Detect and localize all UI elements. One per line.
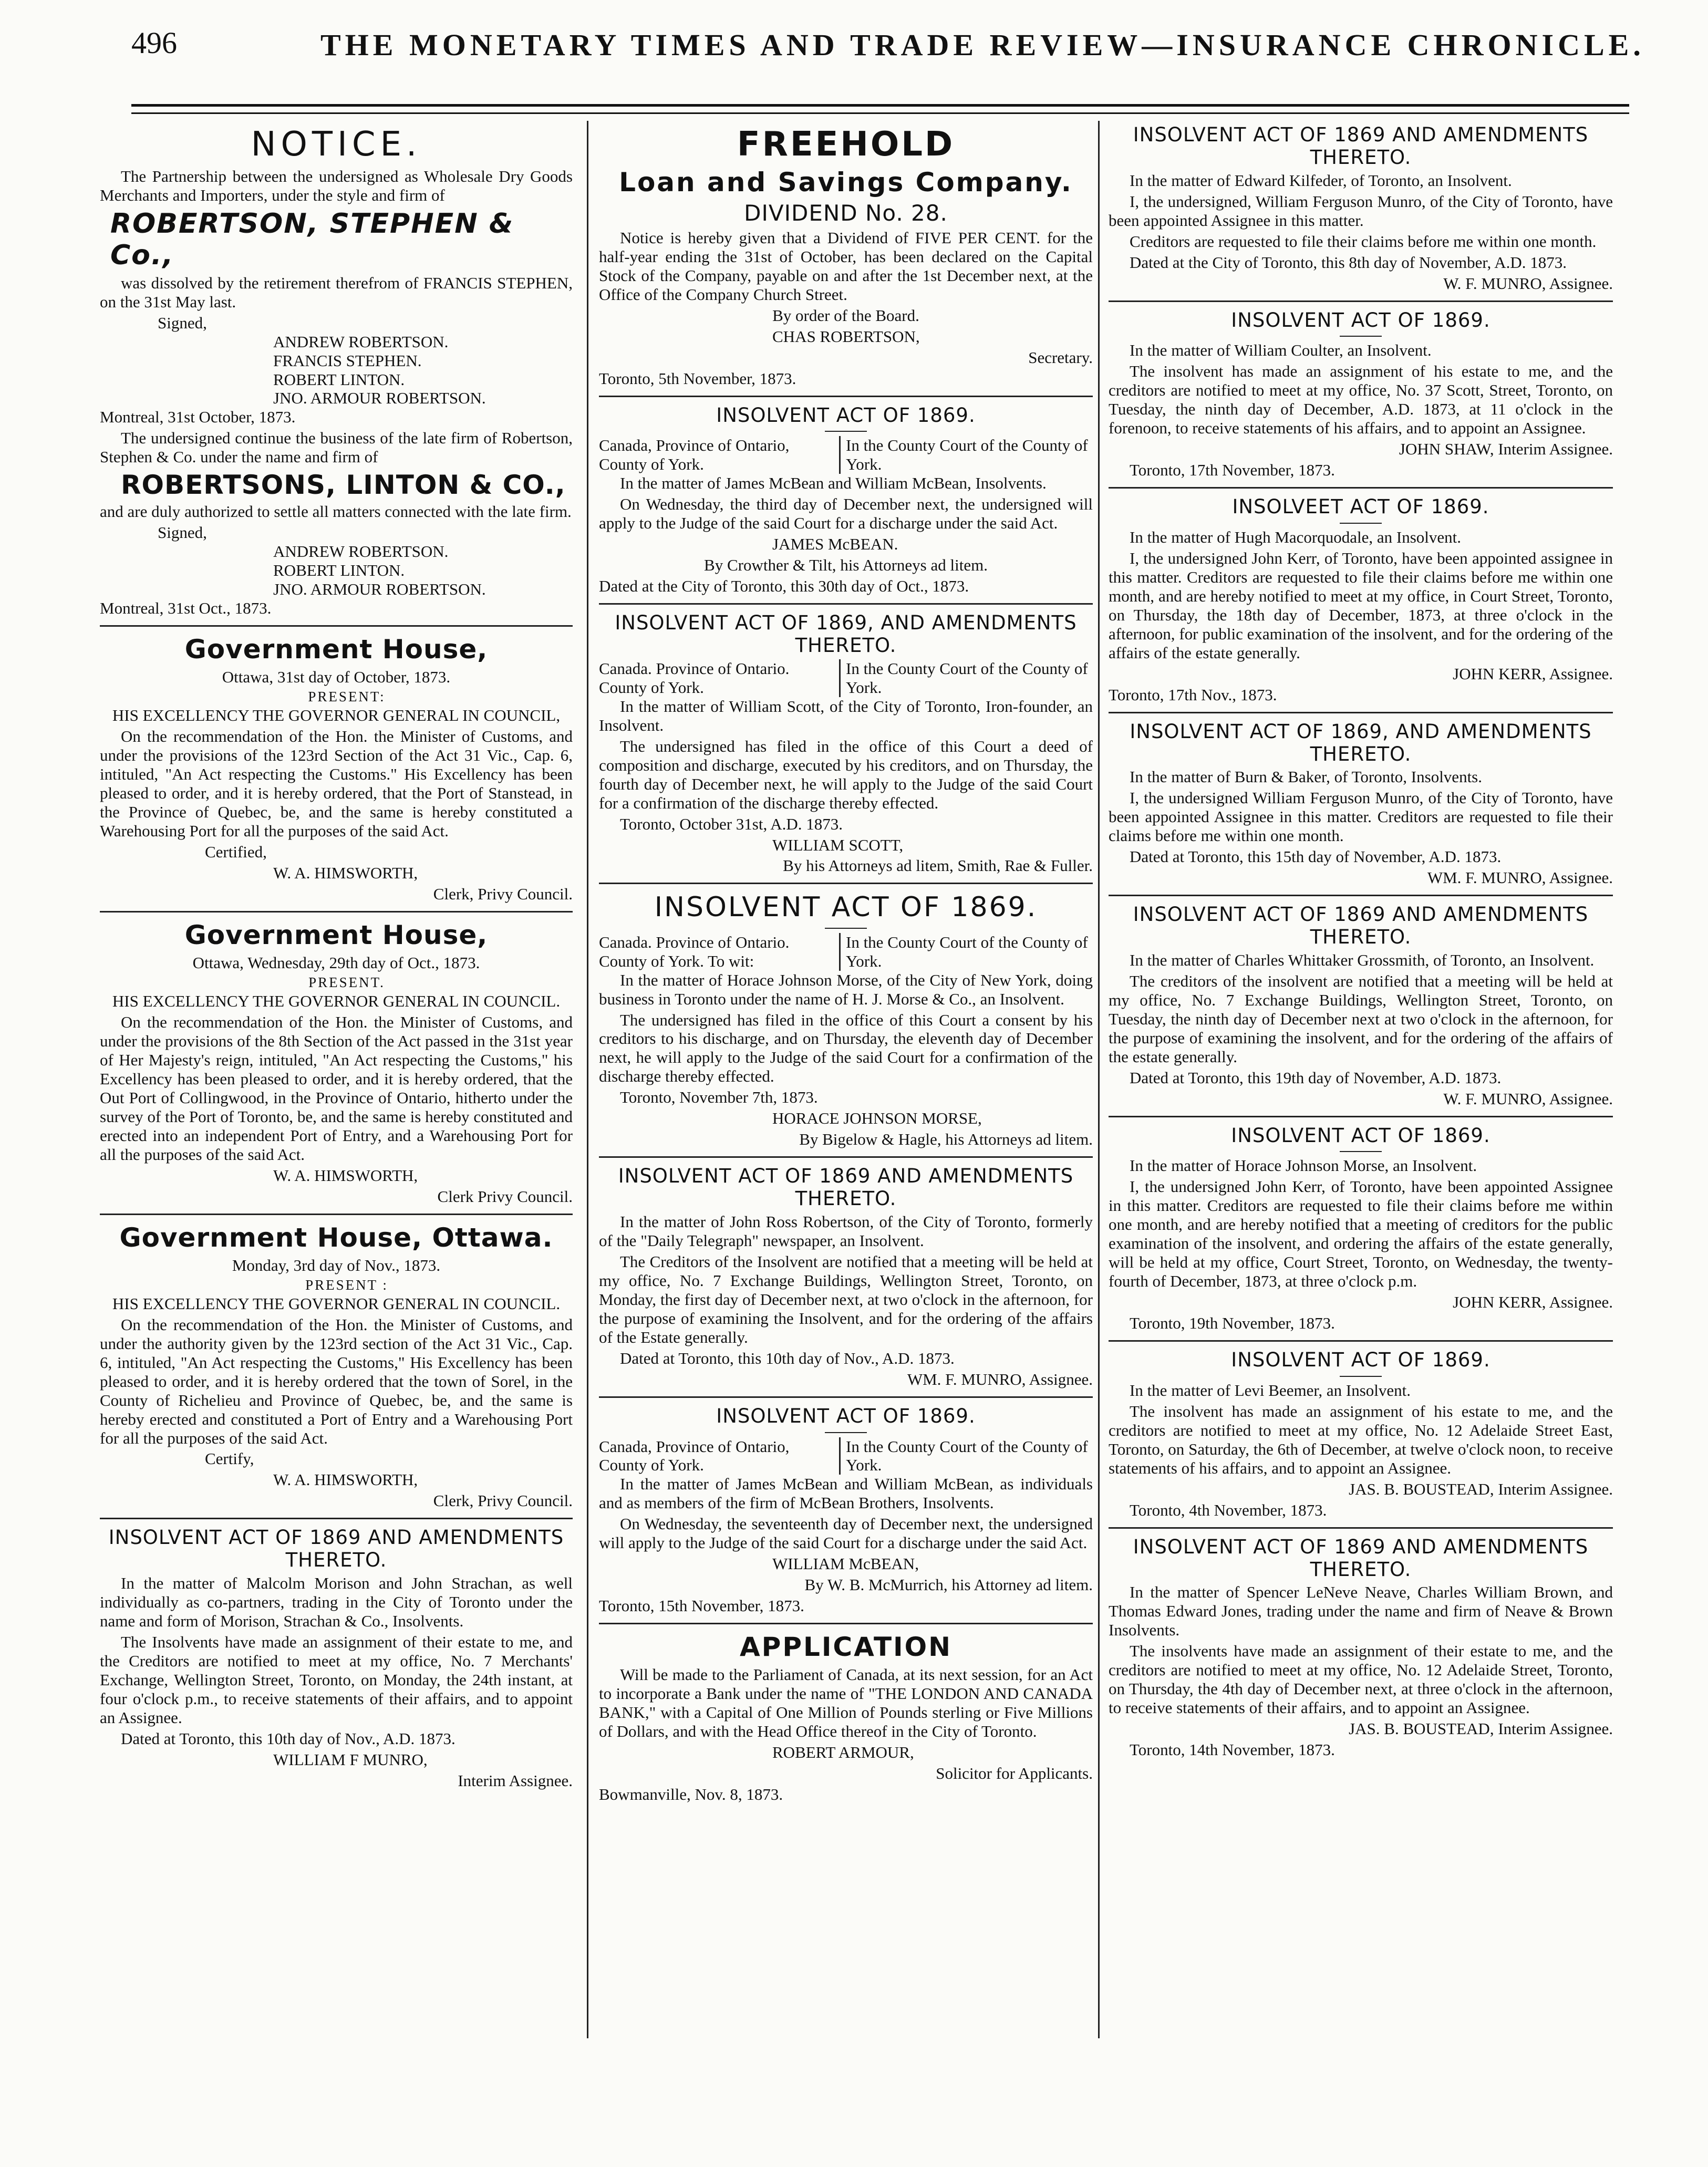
insolvent-signer: JAS. B. BOUSTEAD, Interim Assignee. xyxy=(1349,1719,1613,1738)
insolvent-notice xyxy=(1109,721,1613,897)
insolvent-date: Toronto, October 31st, A.D. 1873. xyxy=(620,814,843,833)
insolvent-notice xyxy=(1109,1125,1613,1342)
insolvent-body-2: Creditors are requested to file their claims before me within one month. xyxy=(1130,232,1597,251)
insolvent-title: INSOLVENT ACT OF 1869, AND AMENDMENTS THERETO. xyxy=(1130,720,1592,765)
government-house-notice xyxy=(100,920,573,1215)
freehold-body: Notice is hereby given that a Dividend of FIVE PER CENT. for the half-year ending the 31st of October, has been declared on the Capital Stock of the Company, payable on and after the 1st December next, at the Office of the Company Church Street. xyxy=(599,228,1093,304)
title-dash xyxy=(825,431,867,432)
gov-signer: W. A. HIMSWORTH, xyxy=(273,863,418,882)
court-heading: Canada, Province of Ontario, County of York. In the County Court of the County of York. xyxy=(599,1437,1093,1475)
gov-his: HIS EXCELLENCY THE GOVERNOR GENERAL IN COUNCIL. xyxy=(112,992,561,1011)
insolvent-body: The Creditors of the Insolvent are notified that a meeting will be held at my office, No. 7 Exchange Buildings, Wellington Street, Toronto, on Monday, the first day of December next, at two o'clock in the afternoon, for the purpose of examining the Insolvent, and for the ordering of the affairs of the Estate generally. xyxy=(599,1252,1093,1346)
title-dash xyxy=(825,1432,867,1433)
insolvent-attorney: By Crowther & Tilt, his Attorneys ad litem. xyxy=(704,556,988,575)
page-number: 496 xyxy=(131,26,177,60)
insolvent-notice xyxy=(599,1405,1093,1624)
insolvent-matter: In the matter of John Ross Robertson, of the City of Toronto, formerly of the "Daily Telegraph" newspaper, an Insolvent. xyxy=(599,1212,1093,1250)
gov-title: Government House, xyxy=(184,634,488,665)
court-heading: Canada, Province of Ontario, County of York. In the County Court of the County of York. xyxy=(599,436,1093,474)
insolvent-signer: W. F. MUNRO, Assignee. xyxy=(1443,274,1613,293)
notice-partnership xyxy=(100,125,573,627)
gov-present: PRESENT. xyxy=(308,974,385,990)
insolvent-body: The undersigned has filed in the office of this Court a consent by his creditors to his discharge, and on Thursday, the eleventh day of December next, he will apply to the Judge of the said Court for a confirmation of the discharge thereby effected. xyxy=(599,1010,1093,1086)
insolvent-body: I, the undersigned, William Ferguson Munro, of the City of Toronto, have been appointed Assignee in this matter. xyxy=(1109,192,1613,230)
insolvent-notice xyxy=(1109,124,1613,302)
insolvent-date: Dated at Toronto, this 10th day of Nov., A.D. 1873. xyxy=(121,1729,456,1748)
insolvent-notice xyxy=(599,1165,1093,1397)
application-notice xyxy=(599,1632,1093,1811)
dividend-label: DIVIDEND No. 28. xyxy=(744,200,948,226)
insolvent-title: INSOLVENT ACT OF 1869. xyxy=(1231,308,1490,331)
insolvent-body: The undersigned has filed in the office of this Court a deed of composition and discharge, executed by his creditors, and on Thursday, the fourth day of December next, he will apply to the Judge of the said Court for a confirmation of the discharge thereby effected. xyxy=(599,737,1093,812)
insolvent-notice xyxy=(1109,1349,1613,1529)
insolvent-notice xyxy=(1109,309,1613,489)
gov-title: Government House, xyxy=(184,919,488,950)
header-rule xyxy=(131,104,1629,107)
insolvent-body: The creditors of the insolvent are notified that a meeting will be held at my office, No. 7 Exchange Buildings, Wellington Street, Toronto, on Tuesday, the ninth day of December next at two o'clock in the afternoon, for the purpose of examining the insolvent, and for the ordering of the affairs of the estate generally. xyxy=(1109,971,1613,1066)
gov-his: HIS EXCELLENCY THE GOVERNOR GENERAL IN COUNCIL, xyxy=(112,706,561,725)
insolvent-body: I, the undersigned William Ferguson Munro, of the City of Toronto, have been appointed Assignee in this matter. Creditors are requested to file their claims before me within one month. xyxy=(1109,789,1613,845)
insolvent-role: Interim Assignee. xyxy=(458,1771,573,1790)
notice-intro: The Partnership between the undersigned as Wholesale Dry Goods Merchants and Importers, under the style and firm of xyxy=(100,167,573,205)
notice-continue: The undersigned continue the business of the late firm of Robertson, Stephen & Co. under the name and firm of xyxy=(100,429,573,466)
insolvent-signer: W. F. MUNRO, Assignee. xyxy=(1443,1089,1613,1108)
freehold-notice xyxy=(599,125,1093,397)
gov-body: On the recommendation of the Hon. the Minister of Customs, and under the provisions of the 123rd Section of the Act 31 Vic., Cap. 6, intituled, "An Act respecting the Customs." His Excellency has been pleased to order, and it is hereby ordered, that the Port of Stanstead, in the Province of Quebec, be, and the same is hereby constituted a Warehousing Port for all the purposes of the said Act. xyxy=(100,727,573,840)
title-dash xyxy=(1340,1376,1382,1377)
insolvent-matter: In the matter of Spencer LeNeve Neave, Charles William Brown, and Thomas Edward Jones, trading under the name and firm of Neave & Brown Insolvents. xyxy=(1109,1583,1613,1640)
gov-present: PRESENT : xyxy=(305,1277,388,1293)
column-right xyxy=(1109,122,1613,2039)
insolvent-body: The insolvent has made an assignment of his estate to me, and the creditors are notified to meet at my office, No. 37 Scott, Street, Toronto, on Tuesday, the ninth day of December, A.D. 1873, at 11 o'clock in the forenoon, to receive statements of his affairs, and to appoint an Assignee. xyxy=(1109,362,1613,438)
gov-role: Clerk, Privy Council. xyxy=(433,884,573,903)
notice-date-new: Montreal, 31st Oct., 1873. xyxy=(100,599,272,618)
notice-authorized: and are duly authorized to settle all matters connected with the late firm. xyxy=(100,502,572,521)
insolvent-matter: In the matter of Burn & Baker, of Toronto, Insolvents. xyxy=(1130,768,1482,786)
gov-dateline: Ottawa, Wednesday, 29th day of Oct., 1873. xyxy=(192,953,480,972)
insolvent-body: I, the undersigned John Kerr, of Toronto, have been appointed Assignee in this matter. Creditors are requested to file their claims before me within one month, and are hereby notified that a meeting of creditors for the public examination of the insolvent, and ordering the affairs of the estate generally, will be held at my office, Court Street, Toronto, on Wednesday, the twenty-fourth of December, 1873, at three o'clock p.m. xyxy=(1109,1177,1613,1291)
gov-title: Government House, Ottawa. xyxy=(119,1222,553,1253)
page-title: THE MONETARY TIMES AND TRADE REVIEW—INSURANCE CHRONICLE. xyxy=(320,28,1645,62)
insolvent-notice xyxy=(599,891,1093,1158)
insolvent-title: INSOLVENT ACT OF 1869 AND AMENDMENTS THERETO. xyxy=(618,1165,1074,1210)
column-divider xyxy=(587,121,588,2038)
insolvent-signer: JOHN KERR, Assignee. xyxy=(1453,664,1613,683)
insolvent-matter: In the matter of Horace Johnson Morse, of the City of New York, doing business in Toronto under the name of H. J. Morse & Co., an Insolvent. xyxy=(599,970,1093,1008)
insolvent-title: INSOLVEET ACT OF 1869. xyxy=(1232,495,1489,519)
court-heading: Canada. Province of Ontario. County of York. To wit: In the County Court of the County of York. xyxy=(599,933,1093,971)
insolvent-signer: HORACE JOHNSON MORSE, xyxy=(772,1109,982,1128)
government-house-notice xyxy=(100,1222,573,1520)
title-dash xyxy=(1340,523,1382,524)
insolvent-title: INSOLVENT ACT OF 1869 AND AMENDMENTS THERETO. xyxy=(1133,1535,1589,1581)
notice-date: Montreal, 31st October, 1873. xyxy=(100,408,296,427)
insolvent-notice xyxy=(1109,904,1613,1117)
application-signer: ROBERT ARMOUR, xyxy=(772,1743,914,1761)
freehold-date: Toronto, 5th November, 1873. xyxy=(599,369,796,388)
insolvent-matter: In the matter of James McBean and William McBean, Insolvents. xyxy=(620,474,1047,493)
title-dash xyxy=(1340,1151,1382,1152)
court-heading: Canada. Province of Ontario. County of York. In the County Court of the County of York. xyxy=(599,659,1093,697)
insolvent-signer: JOHN KERR, Assignee. xyxy=(1453,1293,1613,1312)
insolvent-signer: WILLIAM McBEAN, xyxy=(772,1554,919,1573)
insolvent-body: The insolvents have made an assignment of their estate to me, and the creditors are notified to meet at my office, No. 12 Adelaide Street, Toronto, on Thursday, the 4th day of December next, at three o'clock in the afternoon, to receive statements of their affairs, and to appoint an Assignee. xyxy=(1109,1642,1613,1717)
gov-certify: Certify, xyxy=(205,1449,254,1468)
insolvent-notice xyxy=(1109,1536,1613,1767)
gov-dateline: Monday, 3rd day of Nov., 1873. xyxy=(232,1256,441,1274)
signatures-new: Signed, ANDREW ROBERTSON. ROBERT LINTON. JNO. ARMOUR ROBERTSON. xyxy=(158,523,486,599)
firm-name-new: ROBERTSONS, LINTON & CO., xyxy=(121,470,566,501)
insolvent-body: On Wednesday, the third day of December next, the undersigned will apply to the Judge of the said Court for a discharge under the said Act. xyxy=(599,495,1093,533)
insolvent-title: INSOLVENT ACT OF 1869 AND AMENDMENTS THERETO. xyxy=(1133,123,1589,169)
freehold-subtitle: Loan and Savings Company. xyxy=(619,167,1073,198)
insolvent-signer: WILLIAM F MUNRO, xyxy=(273,1750,428,1769)
gov-body: On the recommendation of the Hon. the Minister of Customs, and under the provisions of the 8th Section of the Act passed in the 31st year of Her Majesty's reign, intituled, "An Act respecting the Customs," his Excellency has been pleased to order, and it is hereby ordered, that the Out Port of Collingwood, in the Province of Ontario, hitherto under the survey of the Port of Toronto, be, and the same is hereby constituted and erected into an independent Port of Entry, and a Warehousing Port for all the purposes of the said Act. xyxy=(100,1013,573,1164)
government-house-notice xyxy=(100,634,573,913)
insolvent-date: Toronto, 15th November, 1873. xyxy=(599,1596,804,1615)
insolvent-attorney: By his Attorneys ad litem, Smith, Rae & Fuller. xyxy=(783,856,1093,875)
freehold-title: FREEHOLD xyxy=(737,125,955,164)
insolvent-signer: JOHN SHAW, Interim Assignee. xyxy=(1399,440,1613,459)
insolvent-matter: In the matter of Edward Kilfeder, of Toronto, an Insolvent. xyxy=(1130,171,1512,190)
notice-body: was dissolved by the retirement therefrom of FRANCIS STEPHEN, on the 31st May last. xyxy=(100,273,573,311)
page-header xyxy=(131,20,1645,99)
column-middle xyxy=(599,122,1093,2039)
gov-role: Clerk Privy Council. xyxy=(437,1187,573,1206)
insolvent-title: INSOLVENT ACT OF 1869 AND AMENDMENTS THERETO. xyxy=(1133,903,1589,949)
insolvent-notice xyxy=(100,1527,573,1797)
insolvent-date: Dated at Toronto, this 15th day of November, A.D. 1873. xyxy=(1130,847,1502,866)
insolvent-date: Toronto, 17th Nov., 1873. xyxy=(1109,685,1277,704)
freehold-signer: CHAS ROBERTSON, xyxy=(772,327,920,346)
insolvent-title: INSOLVENT ACT OF 1869. xyxy=(1231,1124,1490,1147)
gov-certified: Certified, xyxy=(205,842,267,861)
insolvent-matter: In the matter of Malcolm Morison and John Strachan, as well individually as co-partners, trading in the City of Toronto under the name and form of Morison, Strachan & Co., Insolvents. xyxy=(100,1574,573,1631)
insolvent-body: The insolvent has made an assignment of his estate to me, and the creditors are notified to meet at my office, No. 12 Adelaide Street East, Toronto, on Saturday, the 6th of December, at twelve o'clock noon, to receive statements of his affairs, and to appoint an Assignee. xyxy=(1109,1402,1613,1477)
insolvent-title: INSOLVENT ACT OF 1869. xyxy=(654,891,1038,924)
freehold-role: Secretary. xyxy=(1028,348,1093,367)
application-date: Bowmanville, Nov. 8, 1873. xyxy=(599,1785,783,1803)
gov-present: PRESENT: xyxy=(308,688,386,704)
gov-dateline: Ottawa, 31st day of October, 1873. xyxy=(222,668,451,687)
insolvent-matter: In the matter of Charles Whittaker Grossmith, of Toronto, an Insolvent. xyxy=(1130,950,1595,969)
insolvent-date: Dated at the City of Toronto, this 30th day of Oct., 1873. xyxy=(599,577,969,596)
insolvent-signer: WILLIAM SCOTT, xyxy=(772,835,904,854)
notice-title: NOTICE. xyxy=(251,125,422,164)
insolvent-signer: WM. F. MUNRO, Assignee. xyxy=(1427,868,1613,887)
insolvent-matter: In the matter of Levi Beemer, an Insolvent. xyxy=(1130,1381,1411,1399)
gov-signer: W. A. HIMSWORTH, xyxy=(273,1470,418,1489)
insolvent-title: INSOLVENT ACT OF 1869. xyxy=(1231,1349,1490,1372)
insolvent-date: Toronto, 4th November, 1873. xyxy=(1130,1500,1327,1519)
application-role: Solicitor for Applicants. xyxy=(936,1764,1093,1782)
insolvent-notice xyxy=(1109,496,1613,713)
gov-his: HIS EXCELLENCY THE GOVERNOR GENERAL IN COUNCIL. xyxy=(112,1294,561,1313)
insolvent-matter: In the matter of James McBean and William McBean, as individuals and as members of the firm of McBean Brothers, Insolvents. xyxy=(599,1475,1093,1512)
insolvent-title: INSOLVENT ACT OF 1869 AND AMENDMENTS THERETO. xyxy=(108,1526,564,1572)
insolvent-date: Toronto, 19th November, 1873. xyxy=(1130,1314,1335,1333)
application-title: APPLICATION xyxy=(739,1632,953,1663)
insolvent-date: Dated at Toronto, this 10th day of Nov., A.D. 1873. xyxy=(620,1349,955,1367)
insolvent-matter: In the matter of William Scott, of the City of Toronto, Iron-founder, an Insolvent. xyxy=(599,697,1093,734)
insolvent-date: Dated at the City of Toronto, this 8th day of November, A.D. 1873. xyxy=(1130,253,1567,272)
gov-role: Clerk, Privy Council. xyxy=(433,1491,573,1510)
insolvent-signer: JAS. B. BOUSTEAD, Interim Assignee. xyxy=(1349,1479,1613,1498)
insolvent-title: INSOLVENT ACT OF 1869, AND AMENDMENTS THERETO. xyxy=(615,611,1077,657)
column-left xyxy=(100,122,573,2039)
insolvent-body: The Insolvents have made an assignment of their estate to me, and the Creditors are notified to meet at my office, No. 7 Merchants' Exchange, Wellington Street, Toronto, on Monday, the 24th instant, at four o'clock p.m., to receive statements of their affairs, and to appoint an Assignee. xyxy=(100,1632,573,1727)
insolvent-matter: In the matter of Horace Johnson Morse, an Insolvent. xyxy=(1130,1156,1477,1175)
gov-body: On the recommendation of the Hon. the Minister of Customs, and under the authority given by the 123rd section of the Act 31 Vic., Cap. 6, intituled, "An Act respecting the Customs," His Excellency has been pleased to order, and it is hereby ordered that the town of Sorel, in the County of Richelieu and Province of Quebec, be, and the same is hereby erected and constituted a Port of Entry and a Warehousing Port for all the purposes of the said Act. xyxy=(100,1315,573,1447)
insolvent-attorney: By Bigelow & Hagle, his Attorneys ad litem. xyxy=(799,1130,1093,1149)
title-dash xyxy=(1340,336,1382,337)
signatures: Signed, ANDREW ROBERTSON. FRANCIS STEPHEN. ROBERT LINTON. JNO. ARMOUR ROBERTSON. xyxy=(158,313,486,408)
insolvent-notice xyxy=(599,612,1093,884)
gov-signer: W. A. HIMSWORTH, xyxy=(273,1166,418,1185)
insolvent-signer: WM. F. MUNRO, Assignee. xyxy=(907,1370,1093,1388)
insolvent-signer: JAMES McBEAN. xyxy=(772,535,898,554)
insolvent-title: INSOLVENT ACT OF 1869. xyxy=(716,403,976,427)
header-rule-thin xyxy=(131,112,1629,114)
insolvent-body: On Wednesday, the seventeenth day of December next, the undersigned will apply to the Judge of the said Court for a discharge under the said Act. xyxy=(599,1515,1093,1552)
insolvent-title: INSOLVENT ACT OF 1869. xyxy=(716,1404,976,1427)
firm-name: ROBERTSON, STEPHEN & Co., xyxy=(110,208,514,272)
freehold-order: By order of the Board. xyxy=(772,306,919,325)
insolvent-date: Toronto, 17th November, 1873. xyxy=(1130,461,1335,480)
insolvent-body: I, the undersigned John Kerr, of Toronto, have been appointed assignee in this matter. Creditors are requested to file their claims before me within one month, and are hereby notified to meet at my office, in Court Street, Toronto, on Thursday, the 18th day of December, 1873, at three o'clock in the afternoon, for public examination of the insolvent, and for the ordering of the affairs of the estate generally. xyxy=(1109,548,1613,662)
insolvent-notice xyxy=(599,405,1093,605)
insolvent-matter: In the matter of William Coulter, an Insolvent. xyxy=(1130,341,1432,360)
insolvent-date: Toronto, 14th November, 1873. xyxy=(1130,1740,1335,1759)
insolvent-date: Dated at Toronto, this 19th day of November, A.D. 1873. xyxy=(1130,1068,1502,1087)
column-divider xyxy=(1098,121,1100,2038)
insolvent-attorney: By W. B. McMurrich, his Attorney ad litem. xyxy=(804,1575,1093,1594)
application-body: Will be made to the Parliament of Canada, at its next session, for an Act to incorporate a Bank under the name of "THE LONDON AND CANADA BANK," with a Capital of One Million of Pounds sterling or Five Millions of Dollars, and with the Head Office thereof in the City of Toronto. xyxy=(599,1665,1093,1740)
title-dash xyxy=(825,928,867,929)
insolvent-date: Toronto, November 7th, 1873. xyxy=(620,1088,818,1107)
insolvent-matter: In the matter of Hugh Macorquodale, an Insolvent. xyxy=(1130,528,1462,547)
